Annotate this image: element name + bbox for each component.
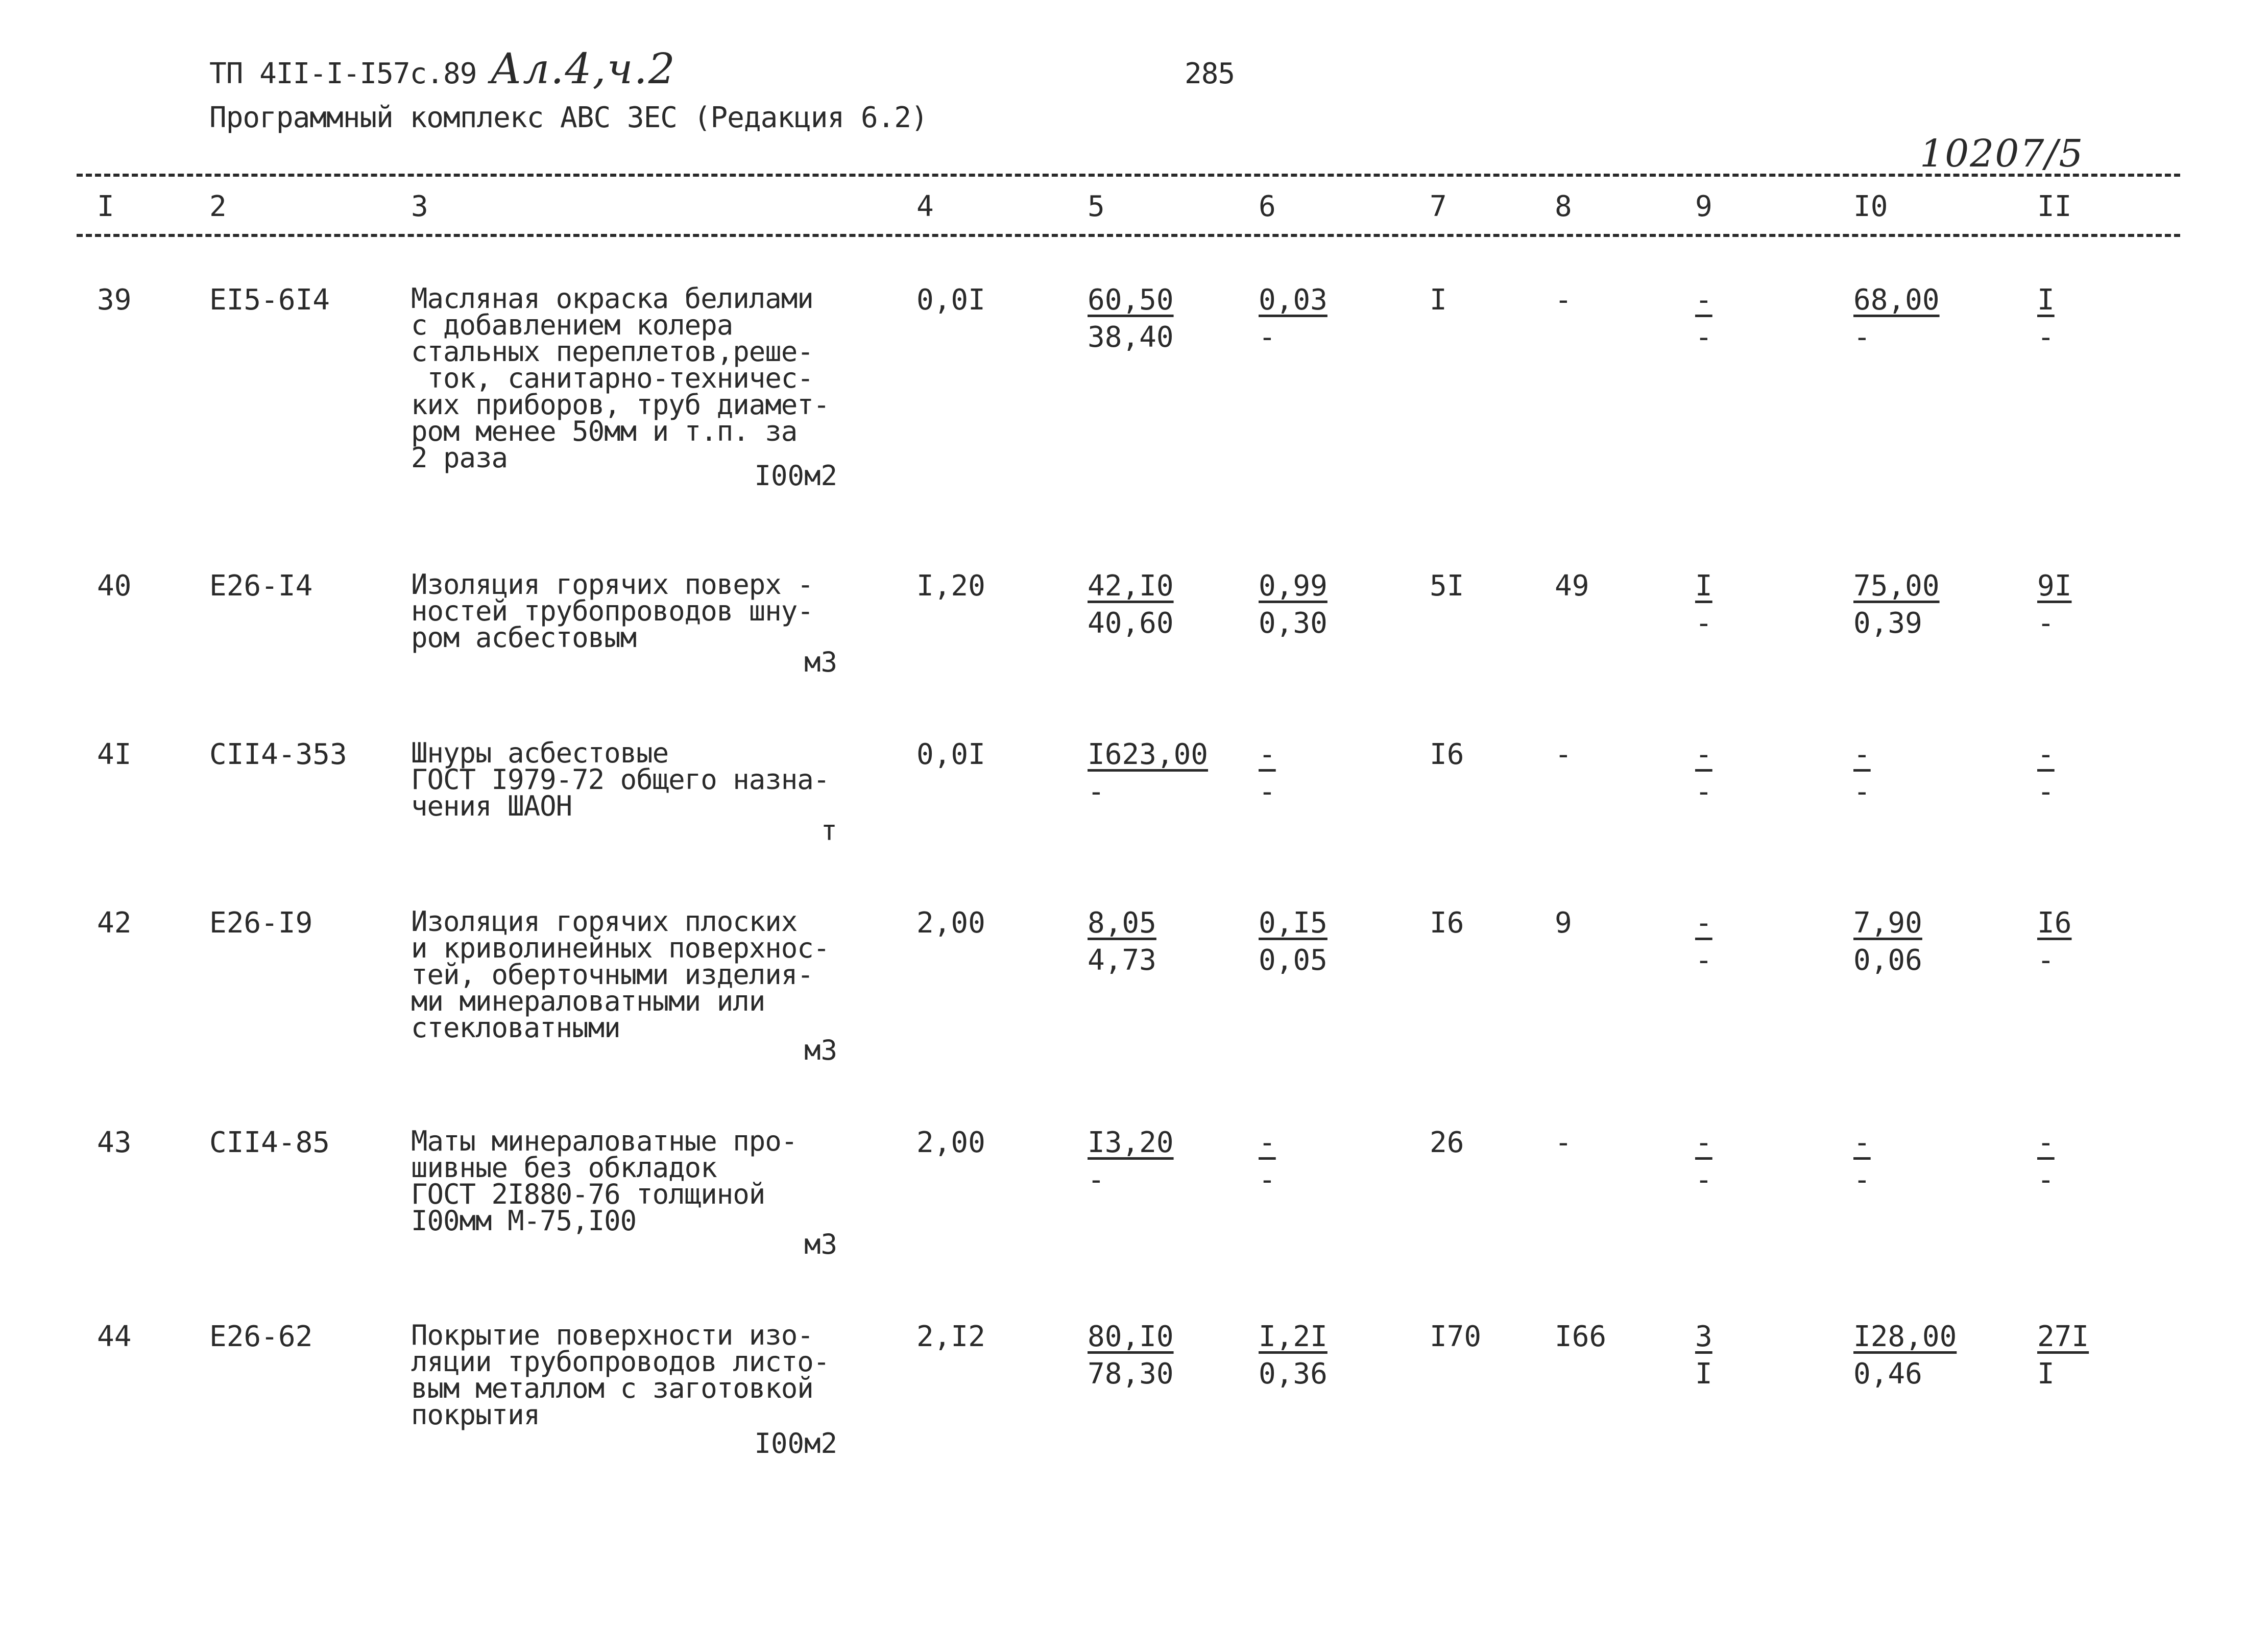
work-description: Шнуры асбестовые ГОСТ I979-72 общего назна- чения ШАОН: [411, 737, 830, 822]
col11-value-numerator: -: [2037, 1126, 2055, 1159]
rate-code: E26-62: [209, 1320, 313, 1353]
column-header-11: II: [2037, 190, 2072, 223]
col7-value: 5I: [1430, 569, 1464, 603]
col5-value-denominator: -: [1088, 1163, 1105, 1197]
col5-value-numerator: 80,I0: [1088, 1320, 1174, 1353]
work-description: Покрытие поверхности изо- ляции трубопроводов листо- вым металлом с заготовкой покрытия: [411, 1319, 830, 1431]
col10-value: [1853, 283, 1940, 354]
col6-value-numerator: 0,I5: [1259, 906, 1328, 940]
col6-value-denominator: 0,36: [1259, 1357, 1328, 1391]
column-header-4: 4: [916, 190, 934, 223]
col10-value-denominator: -: [1853, 775, 1871, 808]
work-description: Маты минераловатные про- шивные без обкладок ГОСТ 2I880-76 толщиной I00мм М-75,I00: [411, 1125, 798, 1237]
unit-of-measure: м3: [804, 646, 837, 678]
col5-value: [1088, 1126, 1174, 1197]
col11-value-numerator: 27I: [2037, 1320, 2089, 1353]
col10-value: [1853, 569, 1940, 640]
col11-value-denominator: -: [2037, 775, 2055, 808]
col11-value-numerator: I6: [2037, 906, 2072, 940]
col10-value-numerator: -: [1853, 738, 1871, 771]
dashed-rule-bottom: [77, 234, 2180, 237]
col6-value-numerator: I,2I: [1259, 1320, 1328, 1353]
col6-value: [1259, 1320, 1328, 1391]
col10-value-denominator: 0,39: [1853, 607, 1922, 640]
col7-value: I: [1430, 283, 1447, 317]
col6-value-denominator: -: [1259, 321, 1276, 354]
handwritten-reference: Ал.4,ч.2: [490, 45, 676, 93]
col10-value-numerator: 7,90: [1853, 906, 1922, 940]
column-header-1: I: [97, 190, 114, 223]
col8-value: 9: [1555, 906, 1572, 940]
col6-value: [1259, 906, 1328, 977]
col5-value-denominator: 40,60: [1088, 607, 1174, 640]
column-header-6: 6: [1259, 190, 1276, 223]
row-number: 42: [97, 906, 132, 940]
col5-value-numerator: 42,I0: [1088, 569, 1174, 603]
col11-value: [2037, 569, 2071, 640]
col11-value: [2037, 1320, 2089, 1391]
handwritten-number: 10207/5: [1920, 132, 2084, 176]
quantity: 2,00: [916, 906, 985, 940]
col9-value: [1695, 1320, 1712, 1391]
col7-value: I6: [1430, 906, 1464, 940]
col8-value: -: [1555, 283, 1572, 317]
unit-of-measure: I00м2: [754, 1427, 837, 1459]
col5-value-denominator: -: [1088, 775, 1105, 808]
col10-value: [1853, 1320, 1957, 1391]
col5-value-denominator: 4,73: [1088, 944, 1156, 977]
col9-value-numerator: -: [1695, 1126, 1712, 1159]
col11-value-denominator: -: [2037, 1163, 2055, 1197]
col7-value: 26: [1430, 1126, 1464, 1159]
col5-value-numerator: I623,00: [1088, 738, 1209, 771]
col11-value-numerator: I: [2037, 283, 2055, 317]
unit-of-measure: т: [821, 815, 837, 847]
work-description: Масляная окраска белилами с добавлением колера стальных переплетов,реше- ток, санитарно-техничес- ких приборов, труб диамет- ром менее 50мм и т.п. за 2 раза: [411, 282, 830, 474]
row-number: 44: [97, 1320, 132, 1353]
col5-value-denominator: 38,40: [1088, 321, 1174, 354]
row-number: 4I: [97, 738, 132, 771]
col11-value-denominator: I: [2037, 1357, 2055, 1391]
page-number: 285: [1185, 57, 1235, 90]
col6-value-denominator: 0,30: [1259, 607, 1328, 640]
column-header-10: I0: [1853, 190, 1888, 223]
col5-value: [1088, 1320, 1174, 1391]
quantity: 2,00: [916, 1126, 985, 1159]
col5-value-denominator: 78,30: [1088, 1357, 1174, 1391]
document-code: ТП 4II-I-I57с.89: [209, 57, 477, 90]
rate-code: CII4-85: [209, 1126, 330, 1159]
column-header-5: 5: [1088, 190, 1105, 223]
col6-value-numerator: -: [1259, 738, 1276, 771]
col6-value-denominator: -: [1259, 1163, 1276, 1197]
col8-value: I66: [1555, 1320, 1607, 1353]
column-header-3: 3: [411, 190, 428, 223]
col11-value-denominator: -: [2037, 607, 2055, 640]
work-description: Изоляция горячих поверх - ностей трубопроводов шну- ром асбестовым: [411, 568, 813, 654]
rate-code: E26-I4: [209, 569, 313, 603]
col9-value-denominator: -: [1695, 321, 1712, 354]
column-header-9: 9: [1695, 190, 1712, 223]
col8-value: -: [1555, 1126, 1572, 1159]
dashed-rule-top: [77, 174, 2180, 177]
col9-value-numerator: -: [1695, 283, 1712, 317]
col5-value: [1088, 569, 1174, 640]
col10-value: [1853, 738, 1871, 808]
col5-value-numerator: 60,50: [1088, 283, 1174, 317]
col10-value-denominator: 0,06: [1853, 944, 1922, 977]
col9-value-numerator: -: [1695, 906, 1712, 940]
col11-value: [2037, 283, 2055, 354]
col9-value: [1695, 738, 1712, 808]
col6-value-numerator: 0,03: [1259, 283, 1328, 317]
program-line: Программный комплекс АВС ЗЕС (Редакция 6.2): [209, 101, 928, 134]
col6-value-numerator: 0,99: [1259, 569, 1328, 603]
col9-value-denominator: -: [1695, 1163, 1712, 1197]
column-header-7: 7: [1430, 190, 1447, 223]
col5-value: [1088, 283, 1174, 354]
col7-value: I70: [1430, 1320, 1482, 1353]
col9-value-numerator: -: [1695, 738, 1712, 771]
col5-value: [1088, 738, 1208, 808]
col10-value-denominator: -: [1853, 321, 1871, 354]
col9-value: [1695, 569, 1712, 640]
col10-value-denominator: -: [1853, 1163, 1871, 1197]
col10-value: [1853, 906, 1922, 977]
quantity: 0,0I: [916, 738, 985, 771]
col10-value-numerator: I28,00: [1853, 1320, 1957, 1353]
rate-code: E26-I9: [209, 906, 313, 940]
col7-value: I6: [1430, 738, 1464, 771]
rate-code: EI5-6I4: [209, 283, 330, 317]
col10-value-denominator: 0,46: [1853, 1357, 1922, 1391]
col10-value-numerator: 75,00: [1853, 569, 1940, 603]
unit-of-measure: I00м2: [754, 460, 837, 492]
work-description: Изоляция горячих плоских и криволинейных поверхнос- тей, оберточными изделия- ми минераловатными или стекловатными: [411, 905, 830, 1044]
col9-value-denominator: -: [1695, 944, 1712, 977]
column-header-8: 8: [1555, 190, 1572, 223]
col11-value: [2037, 906, 2071, 977]
col10-value-numerator: 68,00: [1853, 283, 1940, 317]
col11-value-numerator: -: [2037, 738, 2055, 771]
col9-value: [1695, 283, 1712, 354]
col6-value-denominator: 0,05: [1259, 944, 1328, 977]
quantity: 2,I2: [916, 1320, 985, 1353]
col11-value: [2037, 1126, 2055, 1197]
row-number: 39: [97, 283, 132, 317]
col10-value: [1853, 1126, 1871, 1197]
unit-of-measure: м3: [804, 1228, 837, 1260]
col9-value: [1695, 906, 1712, 977]
col8-value: -: [1555, 738, 1572, 771]
col10-value-numerator: -: [1853, 1126, 1871, 1159]
col11-value-denominator: -: [2037, 321, 2055, 354]
quantity: 0,0I: [916, 283, 985, 317]
col6-value: [1259, 738, 1276, 808]
col8-value: 49: [1555, 569, 1589, 603]
col11-value-denominator: -: [2037, 944, 2055, 977]
unit-of-measure: м3: [804, 1034, 837, 1066]
col9-value-denominator: I: [1695, 1357, 1712, 1391]
col6-value-numerator: -: [1259, 1126, 1276, 1159]
col9-value-denominator: -: [1695, 607, 1712, 640]
col5-value-numerator: 8,05: [1088, 906, 1156, 940]
column-header-2: 2: [209, 190, 227, 223]
col9-value-numerator: I: [1695, 569, 1712, 603]
col11-value: [2037, 738, 2055, 808]
row-number: 43: [97, 1126, 132, 1159]
col6-value-denominator: -: [1259, 775, 1276, 808]
col9-value-numerator: 3: [1695, 1320, 1712, 1353]
col6-value: [1259, 1126, 1276, 1197]
col6-value: [1259, 283, 1328, 354]
col9-value: [1695, 1126, 1712, 1197]
col9-value-denominator: -: [1695, 775, 1712, 808]
quantity: I,20: [916, 569, 985, 603]
col11-value-numerator: 9I: [2037, 569, 2072, 603]
col6-value: [1259, 569, 1328, 640]
col5-value-numerator: I3,20: [1088, 1126, 1174, 1159]
rate-code: CII4-353: [209, 738, 347, 771]
row-number: 40: [97, 569, 132, 603]
col5-value: [1088, 906, 1156, 977]
